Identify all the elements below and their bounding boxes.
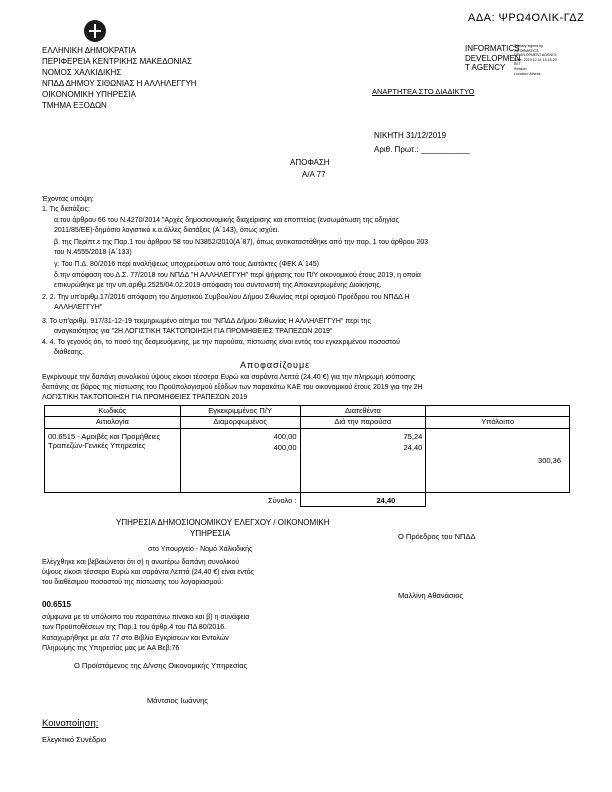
header-line: ΠΕΡΙΦΕΡΕΙΑ ΚΕΝΤΡΙΚΗΣ ΜΑΚΕΔΟΝΙΑΣ (42, 57, 192, 66)
body-line: 4. 4. Το γεγονός ότι, το ποσό της δεσμευόμενης, με την παρούσα, πίστωσης είναι εντός του εγκεκριμένου ποσοστού (42, 339, 400, 346)
body-line: επικυρώθηκε με την υπ.αριθμ.2525/04.02.2019 απόφαση του συντονιστή της Αποκεντρωμένης Διοίκησης. (54, 282, 382, 289)
signature-line: INFORMATICS (465, 44, 520, 53)
total-label: Σύνολο : (180, 493, 300, 507)
decision-number: Α/Α 77 (302, 170, 326, 179)
column-header: Διαμορφωμένος (180, 417, 300, 429)
decision-heading: Αποφασίζουμε (240, 360, 311, 370)
header-line: ΤΜΗΜΑ ΕΞΟΔΩΝ (42, 101, 107, 110)
column-header: Υπόλοιπο (426, 417, 570, 429)
body-line: 2011/85/ΕΕ)-δημόσιο λογιστικό κ.α.άλλες διατάξεις (Α΄143), όπως ισχύει. (54, 227, 280, 234)
column-header: Κωδικός (45, 406, 181, 417)
notification-heading: Κοινοποίηση: (42, 718, 99, 729)
body-line: διάθεσης. (54, 349, 85, 356)
column-header (426, 406, 570, 417)
column-header: Αιτιολογία (45, 417, 181, 429)
allocated-current: 24,40 (403, 443, 423, 452)
control-line: ΥΠΗΡΕΣΙΑ ΔΗΜΟΣΙΟΝΟΜΙΚΟΥ ΕΛΕΓΧΟΥ / ΟΙΚΟΝΟΜΙΚΗ (116, 518, 330, 527)
control-signer-name: Μάντσιος Ιωάννης (147, 696, 208, 705)
protocol-number: Αριθ. Πρωτ.: ___________ (374, 145, 470, 154)
control-line: του διαθέσιμου ποσοστού της πίστωσης του λογαριασμού: (42, 579, 224, 586)
control-line: Πληρωμής της Υπηρεσίας μας με ΑΑ Βεβ:76 (42, 645, 180, 652)
body-line: β. της Περίπτ.ε της Παρ.1 του άρθρου 58 του Ν3852/2010(Α΄87), όπως αντικαταστάθηκε από την παρ. 1 του άρθρου 203 (54, 239, 429, 246)
posting-note: ΑΝΑΡΤΗΤΕΑ ΣΤΟ ΔΙΑΔΙΚΤΥΟ (372, 87, 475, 96)
president-title: Ο Πρόεδρος του ΝΠΔΔ (398, 532, 476, 541)
account-number: 00.6515 (42, 600, 71, 609)
decision-title: ΑΠΟΦΑΣΗ (290, 158, 330, 167)
decision-line: δαπάνης σε βάρος της πίστωσης του Προϋπολογισμού εξόδων των παρακάτω ΚΑΕ του οικονομικού έτους 2019 για την 2Η (42, 384, 423, 391)
greek-emblem-icon (84, 20, 106, 42)
control-line: των Προϋποθέσεων της Παρ.1 του άρθρ.4 του ΠΔ 80/2016. (42, 624, 227, 631)
column-header: Διατεθέντα (300, 406, 426, 417)
control-line: στο Υπουργείο - Νομό Χαλκιδικής (148, 546, 253, 553)
allocated-previous: 75,24 (403, 432, 423, 441)
stamp-line: Location: Athens (514, 71, 541, 76)
remaining-amount: 300,36 (426, 429, 570, 493)
header-line: ΟΙΚΟΝΟΜΙΚΗ ΥΠΗΡΕΣΙΑ (42, 90, 136, 99)
body-line: Έχοντας υπόψη: (42, 196, 94, 203)
body-line: α.του άρθρου 66 του Ν.4270/2014 "Αρχές δημοσιονομικής διαχείρισης και εποπτείας (ενσωμάτωση της οδηγίας (54, 217, 399, 224)
body-line: 1. Τις διατάξεις: (42, 206, 90, 213)
president-name: Μαλλίνη Αθανάσιος (398, 591, 464, 600)
body-line: αναγκαιότητας για "2Η ΛΟΓΙΣΤΙΚΗ ΤΑΚΤΟΠΟΙΗΣΗ ΓΙΑ ΠΡΟΜΗΘΕΙΕΣ ΤΡΑΠΕΖΩΝ 2019" (54, 328, 333, 335)
signature-line: DEVELOPMEN (465, 53, 521, 63)
ada-number: ΑΔΑ: ΨΡΩ4ΟΛΙΚ-ΓΔΖ (468, 12, 585, 24)
stamp-line: INFORMATICS (514, 48, 539, 53)
body-line: 2. 2. Την υπ'αριθμ.17/2016 απόφαση του Δημοτικού Συμβουλίου Δήμου Σιθωνίας περί ορισμού Προέδρου του ΝΠΔΔ Η (42, 294, 410, 301)
control-signer-title: Ο Προϊστάμενος της Δ/νσης Οικονομικής Υπηρεσίας (74, 661, 248, 670)
total-value: 24,40 (300, 493, 426, 507)
body-line: ΑΛΛΗΛΕΓΓΥΗ" (54, 304, 103, 311)
signature-stamp (514, 44, 574, 76)
header-line: ΝΟΜΟΣ ΧΑΛΚΙΔΙΚΗΣ (42, 68, 122, 77)
header-line: ΝΠΔΔ ΔΗΜΟΥ ΣΙΘΩΝΙΑΣ Η ΑΛΛΗΛΕΓΓΥΗ (42, 79, 197, 88)
control-line: Ελέγχθηκε και βεβαιώνεται ότι σ) η ανωτέρω δαπάνη συνολικού (42, 559, 240, 566)
control-line: σύμφωνα με το υπόλοιπο του παραπάνω πίνακα και β) η συνάφεια (42, 614, 250, 621)
budget-table (44, 405, 570, 507)
body-line: 3. Το υπ'αριθμ. 917/31-12-19 τεκμηριωμένο αίτημα του "ΝΠΔΔ Δήμου Σιθωνίας Η ΑΛΛΗΛΕΓΓΥΗ" περί της (42, 318, 371, 325)
table-row (45, 429, 570, 493)
notification-recipient: Ελεγκτικό Συνέδριο (42, 735, 107, 744)
header-line: ΕΛΛΗΝΙΚΗ ΔΗΜΟΚΡΑΤΙΑ (42, 46, 136, 55)
budget-formed: 400,00 (273, 443, 297, 452)
stamp-line: DEVELOPMENT AGENCY (514, 53, 558, 58)
budget-approved: 400,00 (273, 432, 297, 441)
body-line: δ.την απόφαση του Δ.Σ. 77/2018 του ΝΠΔΔ "Η ΑΛΛΗΛΕΓΓΥΗ" περί ψήφισης του Π/Υ οικονομικού έτους 2019, η οποία (54, 272, 421, 279)
document-date: ΝΙΚΗΤΗ 31/12/2019 (374, 131, 447, 140)
signature-line: T AGENCY (465, 63, 506, 72)
control-line: ΥΠΗΡΕΣΙΑ (190, 529, 231, 538)
stamp-line: Digitally signed by (514, 44, 543, 48)
decision-line: Εγκρίνουμε την δαπάνη συνολικού ύψους είκοσι τέσσερα Ευρώ και σαράντα Λεπτά (24,40 €) για την πληρωμή ισόποσης (42, 374, 416, 381)
account-code: 00.6515 - Αμοιβές και Προμήθειες Τραπεζών-Γενικές Υπηρεσίες (45, 429, 181, 493)
body-line: γ. Του Π.Δ. 80/2016 περί αναλήψεως υποχρεώσεων από τους Διατάκτες (ΦΕΚ Α΄145) (54, 261, 319, 268)
column-header: Διά την παρούσα (300, 417, 426, 429)
column-header: Εγκεκριμμένος Π/Υ (180, 406, 300, 417)
control-line: Καταχωρήθηκε με α/α 77 στο Βιβλίο Εγκρίσεων και Εντολών (42, 635, 229, 642)
stamp-line: EET (514, 62, 521, 67)
stamp-line: Date: 2019.12.31 14:15:29 (514, 57, 557, 62)
control-line: ύψους είκοσι τέσσερα Ευρώ και σαράντα Λεπτά (24,40 €) είναι εντός (42, 569, 254, 576)
body-line: του Ν.4555/2018 (Α΄133) (54, 249, 132, 256)
decision-line: ΛΟΓΙΣΤΙΚΗ ΤΑΚΤΟΠΟΙΗΣΗ ΓΙΑ ΠΡΟΜΗΘΕΙΕΣ ΤΡΑΠΕΖΩΝ 2019 (42, 394, 248, 401)
stamp-line: Reason: (514, 66, 528, 71)
